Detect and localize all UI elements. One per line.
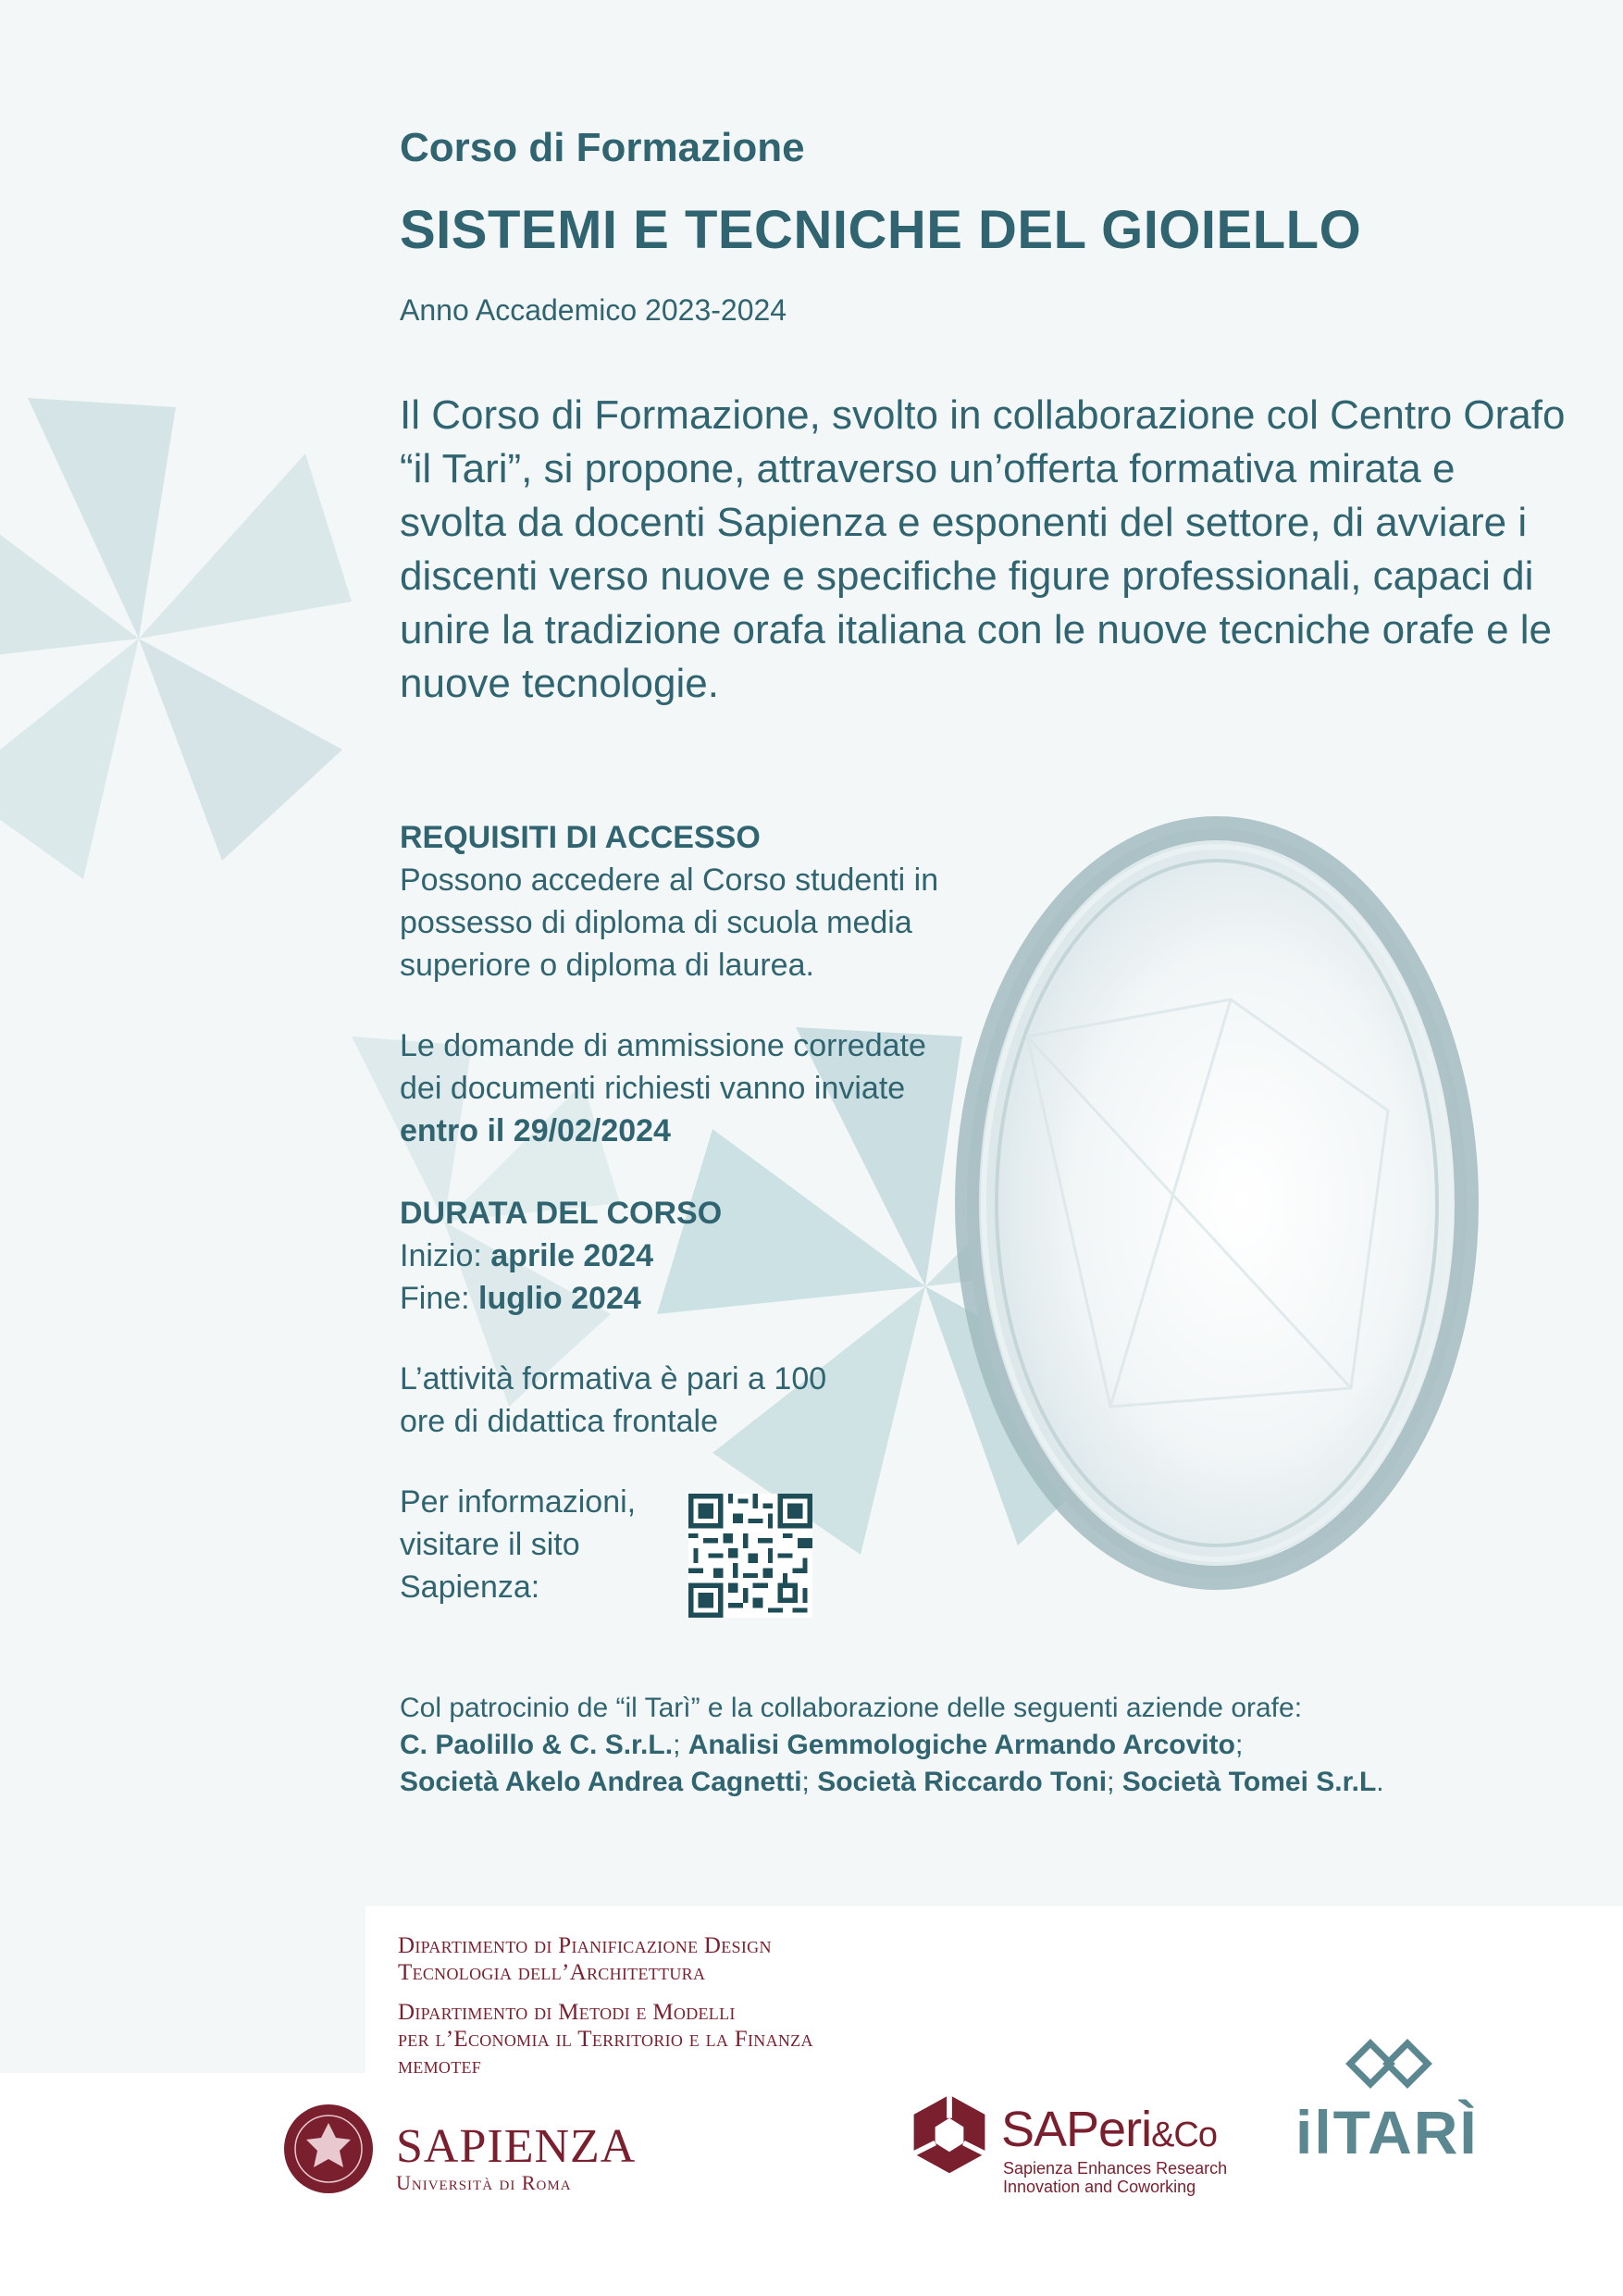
department-2-line-1: Dipartimento di Metodi e Modelli: [398, 2000, 736, 2025]
requirements-section: [400, 816, 973, 987]
saperi-subtitle-line-2: Innovation and Coworking: [1003, 2178, 1196, 2196]
saperi-name-co: &Co: [1151, 2116, 1217, 2154]
saperi-subtitle-line-1: Sapienza Enhances Research: [1003, 2159, 1228, 2178]
department-1-line-2: Tecnologia dell’Architettura: [398, 1960, 706, 1985]
applications-section: [400, 1024, 973, 1152]
separator: ;: [1107, 1767, 1122, 1797]
tari-diamond-icon: [1343, 2034, 1435, 2093]
end-value: luglio 2024: [478, 1281, 641, 1316]
company-toni: Società Riccardo Toni: [817, 1767, 1108, 1797]
company-akelo: Società Akelo Andrea Cagnetti: [400, 1767, 802, 1797]
end-label: Fine:: [400, 1281, 479, 1316]
duration-heading: DURATA DEL CORSO: [400, 1196, 723, 1231]
company-arcovito: Analisi Gemmologiche Armando Arcovito: [688, 1730, 1235, 1760]
activity-text: L’attività formativa è pari a 100 ore di didattica frontale: [400, 1361, 827, 1439]
saperi-name-main: SAPeri: [1001, 2102, 1152, 2157]
saperi-name: [1001, 2101, 1217, 2158]
company-tomei: Società Tomei S.r.L: [1121, 1767, 1377, 1797]
department-1: [398, 1932, 772, 1986]
start-value: aprile 2024: [490, 1238, 654, 1273]
requirements-heading: REQUISITI DI ACCESSO: [400, 820, 761, 855]
start-label: Inizio:: [400, 1238, 491, 1273]
sapienza-name: SAPIENZA: [396, 2120, 637, 2173]
info-text: Per informazioni, visitare il sito Sapienza:: [400, 1484, 637, 1605]
patronage-intro: Col patrocinio de “il Tarì” e la collaborazione delle seguenti aziende orafe:: [400, 1693, 1303, 1723]
end-punctuation: .: [1376, 1767, 1384, 1797]
duration-section: [400, 1192, 973, 1320]
tari-name: ilTARÌ: [1295, 2098, 1479, 2166]
company-paolillo: C. Paolillo & C. S.r.L.: [400, 1730, 674, 1760]
department-2-line-2: per l’Economia il Territorio e la Finanza: [398, 2027, 813, 2052]
course-type-label: Corso di Formazione: [400, 125, 805, 170]
department-2: [398, 1999, 813, 2079]
qr-code[interactable]: [688, 1494, 812, 1618]
sapienza-subtitle: Università di Roma: [396, 2171, 572, 2194]
requirements-text: Possono accedere al Corso studenti in possesso di diploma di scuola media superiore o diploma di laurea.: [400, 863, 939, 983]
saperi-logo-icon: [905, 2090, 994, 2178]
department-2-line-3: memotef: [398, 2054, 482, 2079]
intro-paragraph: Il Corso di Formazione, svolto in collaborazione col Centro Orafo “il Tari”, si propone, attraverso un’offerta formativa mirata e svolta da docenti Sapienza e esponenti del settore, di avviare i discenti verso nuove e specifiche figure professionali, capaci di unire la tradizione orafa italiana con le nuove tecniche orafe e le nuove tecnologie.: [400, 392, 1566, 706]
sapienza-seal-icon: [282, 2103, 375, 2195]
course-title: SISTEMI E TECNICHE DEL GIOIELLO: [400, 200, 1362, 260]
saperi-subtitle: [1003, 2159, 1227, 2196]
applications-text: Le domande di ammissione corredate dei documenti richiesti vanno inviate: [400, 1028, 926, 1106]
separator: ;: [1234, 1730, 1244, 1760]
applications-deadline: entro il 29/02/2024: [400, 1113, 671, 1148]
separator: ;: [801, 1767, 818, 1797]
department-1-line-1: Dipartimento di Pianificazione Design: [398, 1933, 772, 1958]
academic-year: Anno Accademico 2023-2024: [400, 293, 787, 327]
patronage-section: [400, 1690, 1556, 1801]
separator: ;: [673, 1730, 688, 1760]
